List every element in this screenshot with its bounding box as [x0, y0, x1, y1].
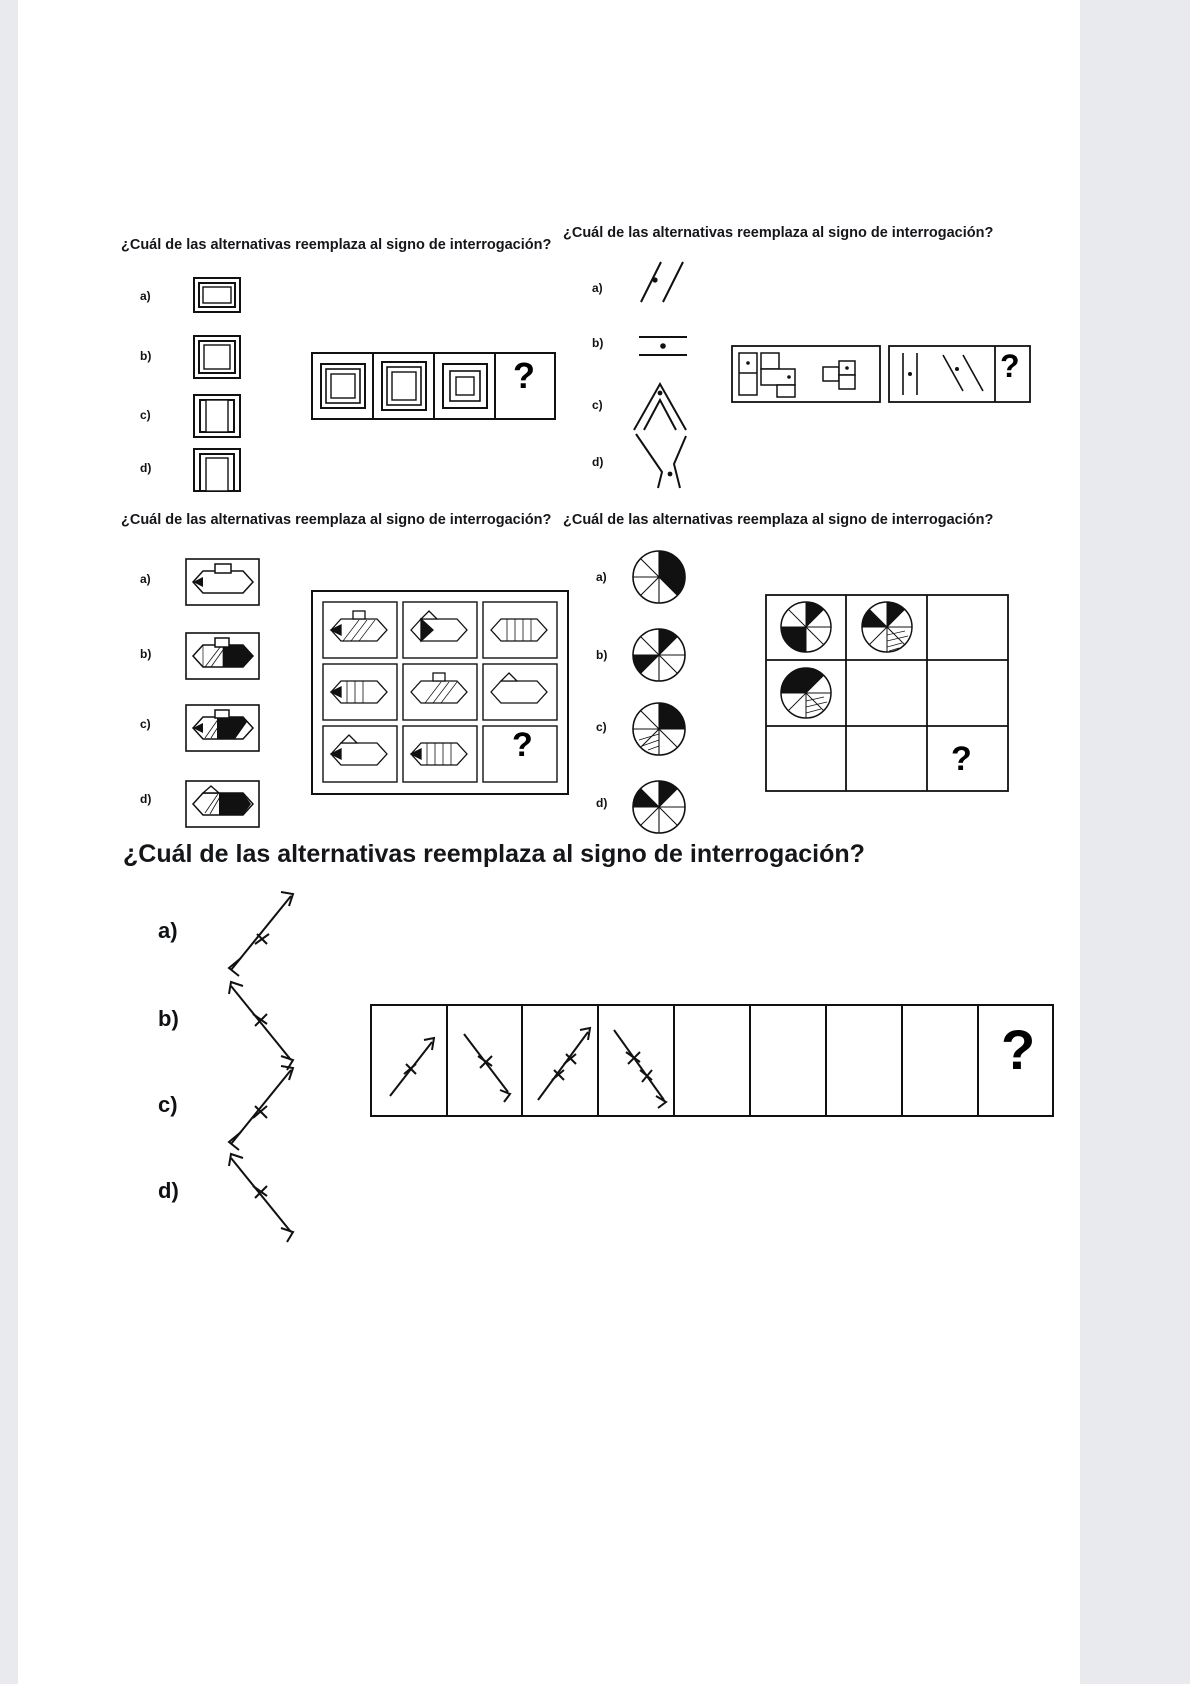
- q1-option-label-b: b): [140, 349, 152, 363]
- q4-matrix: [765, 594, 1009, 792]
- q4-option-label-b: b): [596, 648, 608, 662]
- q2-option-label-d: d): [592, 455, 604, 469]
- q2-option-label-a: a): [592, 281, 603, 295]
- q5-option-label-c: c): [158, 1092, 178, 1117]
- q4-option-figure-b[interactable]: [630, 626, 688, 684]
- q1-option-figure-d[interactable]: [190, 446, 248, 494]
- q3-question-mark: ?: [512, 726, 533, 764]
- q1-option-figure-b[interactable]: [190, 333, 248, 381]
- question-5-title: ¿Cuál de las alternativas reemplaza al signo de interrogación?: [123, 840, 865, 868]
- q2-option-label-c: c): [592, 398, 603, 412]
- q4-option-label-a: a): [596, 570, 607, 584]
- q5-question-mark: ?: [1001, 1018, 1036, 1081]
- q2-option-figure-b[interactable]: [633, 325, 693, 365]
- q5-option-figure-d[interactable]: [223, 1148, 313, 1242]
- q5-option-label-d: d): [158, 1178, 179, 1203]
- q4-option-figure-d[interactable]: [630, 778, 688, 836]
- q4-option-label-c: c): [596, 720, 607, 734]
- q2-option-label-b: b): [592, 336, 604, 350]
- q4-option-label-d: d): [596, 796, 608, 810]
- q4-option-figure-c[interactable]: [630, 700, 688, 758]
- q3-option-label-d: d): [140, 792, 152, 806]
- q1-question-mark: ?: [513, 355, 535, 396]
- q2-question-mark: ?: [1000, 348, 1020, 384]
- q3-option-figure-b[interactable]: [185, 632, 260, 680]
- q2-option-figure-c[interactable]: [626, 378, 696, 434]
- q3-matrix: [311, 590, 569, 795]
- q2-option-figure-a[interactable]: [633, 258, 693, 306]
- q5-sequence-strip: [370, 1004, 1054, 1117]
- q5-option-figure-b[interactable]: [223, 976, 313, 1070]
- q5-option-label-b: b): [158, 1006, 179, 1031]
- q3-option-label-c: c): [140, 717, 151, 731]
- q3-option-label-b: b): [140, 647, 152, 661]
- q1-option-label-a: a): [140, 289, 151, 303]
- question-4-title: ¿Cuál de las alternativas reemplaza al signo de interrogación?: [563, 512, 994, 528]
- question-1-title: ¿Cuál de las alternativas reemplaza al signo de interrogación?: [121, 237, 552, 253]
- q1-option-figure-c[interactable]: [190, 392, 248, 440]
- document-page: [18, 0, 1080, 1684]
- question-2-title: ¿Cuál de las alternativas reemplaza al signo de interrogación?: [563, 225, 994, 241]
- q3-option-figure-a[interactable]: [185, 558, 260, 606]
- q1-option-label-d: d): [140, 461, 152, 475]
- q2-option-figure-d[interactable]: [630, 430, 700, 492]
- question-3-title: ¿Cuál de las alternativas reemplaza al signo de interrogación?: [121, 512, 552, 528]
- q3-option-figure-c[interactable]: [185, 704, 260, 752]
- q4-question-mark: ?: [951, 740, 972, 778]
- q5-option-label-a: a): [158, 918, 178, 943]
- q3-option-label-a: a): [140, 572, 151, 586]
- q1-option-label-c: c): [140, 408, 151, 422]
- q5-option-figure-a[interactable]: [223, 886, 313, 980]
- q3-option-figure-d[interactable]: [185, 780, 260, 828]
- q2-sequence-row: [731, 345, 1031, 403]
- q1-option-figure-a[interactable]: [190, 275, 248, 315]
- q5-option-figure-c[interactable]: [223, 1060, 313, 1154]
- q4-option-figure-a[interactable]: [630, 548, 688, 606]
